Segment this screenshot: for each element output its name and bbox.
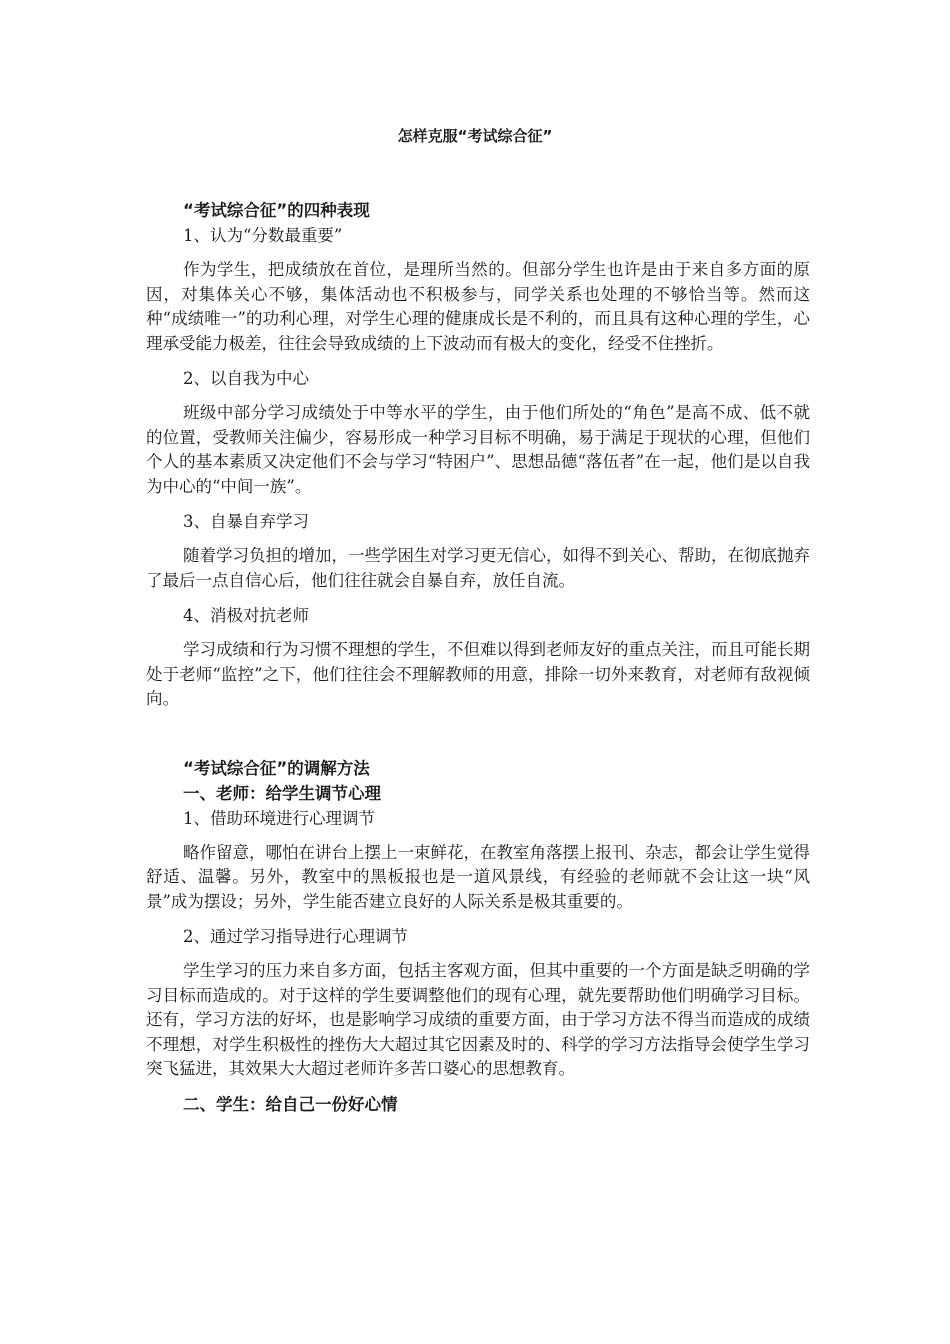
section1-heading: “考试综合征”的四种表现 [183,201,370,220]
item2-label: 2、以自我为中心 [183,369,309,388]
item4-paragraph: 学习成绩和行为习惯不理想的学生，不但难以得到老师友好的重点关注，而且可能长期处于老师“监控”之下，他们往往会不理解教师的用意，排除一切外来教育，对老师有敌视倾向。 [146,640,810,708]
document-title: 怎样克服“考试综合征” [397,127,553,145]
item1-paragraph: 作为学生，把成绩放在首位，是理所当然的。但部分学生也许是由于来自多方面的原因，对集体关心不够，集体活动也不积极参与，同学关系也处理的不够恰当等。然而这种“成绩唯一”的功利心理，对学生心理的健康成长是不利的，而且具有这种心理的学生，心理承受能力极差，往往会导致成绩的上下波动而有极大的变化，经受不住挫折。 [146,260,810,353]
item3-paragraph: 随着学习负担的增加，一些学困生对学习更无信心，如得不到关心、帮助，在彻底抛弃了最后一点自信心后，他们往往就会自暴自弃，放任自流。 [146,546,810,590]
part1-item2-paragraph: 学生学习的压力来自多方面，包括主客观方面，但其中重要的一个方面是缺乏明确的学习目标而造成的。对于这样的学生要调整他们的现有心理，就先要帮助他们明确学习目标。还有，学习方法的好坏，也是影响学习成绩的重要方面，由于学习方法不得当而造成的成绩不理想，对学生积极性的挫伤大大超过其它因素及时的、科学的学习方法指导会使学生学习突飞猛进，其效果大大超过老师许多苦口婆心的思想教育。 [146,961,810,1078]
section2-heading: “考试综合征”的调解方法 [183,758,370,778]
item2-paragraph: 班级中部分学习成绩处于中等水平的学生，由于他们所处的“角色”是高不成、低不就的位置，受教师关注偏少，容易形成一种学习目标不明确，易于满足于现状的心理，但他们个人的基本素质又决定他们不会与学习“特困户”、思想品德“落伍者”在一起，他们是以自我为中心的“中间一族”。 [146,403,810,496]
item4-label: 4、消极对抗老师 [183,606,309,625]
part1-heading: 一、老师：给学生调节心理 [183,783,381,803]
document-body [146,198,810,1117]
item3-label: 3、自暴自弃学习 [183,512,309,531]
part1-item1-label: 1、借助环境进行心理调节 [183,808,375,828]
item1-label: 1、认为“分数最重要” [183,226,343,245]
part1-item2-label: 2、通过学习指导进行心理调节 [183,927,408,946]
part2-heading: 二、学生：给自己一份好心情 [183,1094,398,1114]
part1-item1-paragraph: 略作留意，哪怕在讲台上摆上一束鲜花，在教室角落摆上报刊、杂志，都会让学生觉得舒适、温馨。另外，教室中的黑板报也是一道风景线，有经验的老师就不会让这一块“风景”成为摆设；另外，学生能否建立良好的人际关系是极其重要的。 [146,842,810,911]
